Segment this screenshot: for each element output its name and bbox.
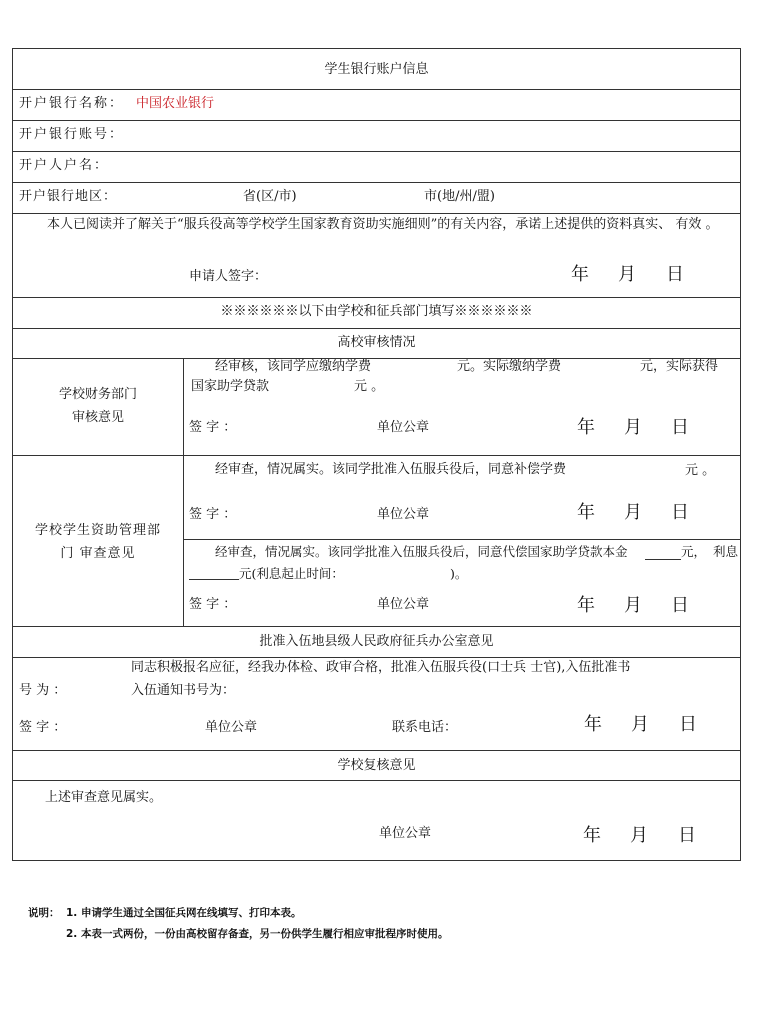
aid-text-1b: 元 。 (685, 463, 716, 478)
form-title: 学生银行账户信息 (324, 62, 429, 77)
aid-sign-label-2: 签 字 ： (189, 597, 237, 612)
column-divider (183, 358, 184, 626)
declaration-text: 本人已阅读并了解关于“服兵役高等学校学生国家教育资助实施细则”的有关内容，承诺上述提供的资料真实、 有效 。 (47, 217, 719, 232)
loan-principal-blank (645, 545, 681, 560)
aid-sign-label: 签 字 ： (189, 507, 237, 522)
aid-seal-label: 单位公章 (377, 507, 430, 522)
recruit-year: 年 (584, 714, 602, 735)
row-divider (13, 750, 740, 751)
aid-year-2: 年 (577, 595, 595, 616)
row-divider (13, 120, 740, 121)
recruit-month: 月 (631, 714, 649, 735)
aid-month: 月 (624, 502, 642, 523)
recheck-year: 年 (583, 825, 601, 846)
province-label: 省(区/市) (243, 189, 297, 204)
recheck-month: 月 (630, 825, 648, 846)
recheck-day: 日 (678, 825, 696, 846)
aid-text-2c: 利息 (713, 544, 739, 559)
recheck-seal-label: 单位公章 (379, 826, 432, 841)
row-divider (13, 89, 740, 90)
recruit-text-2b: 入伍通知书号为： (131, 683, 236, 698)
aid-dept-label-2: 门 审查意见 (60, 546, 136, 561)
row-divider (13, 358, 740, 359)
bank-name-value: 中国农业银行 (136, 96, 215, 111)
finance-text-c: 元，实际获得 (640, 359, 719, 374)
school-section-banner: ※※※※※※以下由学校和征兵部门填写※※※※※※ (220, 304, 533, 319)
holder-label: 开户人户名： (19, 158, 110, 173)
finance-text-e: 元 。 (354, 379, 385, 394)
row-divider (13, 780, 740, 781)
aid-seal-label-2: 单位公章 (377, 597, 430, 612)
finance-dept-label-2: 审核意见 (71, 410, 124, 425)
recruit-day: 日 (679, 714, 697, 735)
aid-text-2b: 元， (681, 544, 707, 559)
recruit-title: 批准入伍地县级人民政府征兵办公室意见 (259, 634, 494, 649)
row-divider (13, 455, 740, 456)
notes-item-1: 1. 申请学生通过全国征兵网在线填写、打印本表。 (66, 907, 302, 919)
review-title: 高校审核情况 (337, 335, 416, 350)
aid-text-2e: )。 (450, 566, 468, 581)
finance-seal-label: 单位公章 (377, 420, 430, 435)
row-divider (13, 213, 740, 214)
date-day: 日 (666, 264, 684, 285)
interest-blank (189, 565, 239, 580)
recruit-phone-label: 联系电话： (392, 720, 458, 735)
finance-text-b: 元。实际缴纳学费 (457, 359, 562, 374)
row-divider (13, 182, 740, 183)
recruit-text-2a: 号 为 ： (19, 683, 67, 698)
recruit-seal-label: 单位公章 (205, 720, 258, 735)
recruit-sign-label: 签 字 ： (19, 720, 67, 735)
recruit-text-1: 同志积极报名应征，经我办体检、政审合格，批准入伍服兵役(口士兵 士官),入伍批准书 (131, 660, 631, 675)
finance-sign-label: 签 字 ： (189, 420, 237, 435)
finance-day: 日 (671, 417, 689, 438)
finance-text-a: 经审核，该同学应缴纳学费 (215, 359, 372, 374)
aid-text-2a: 经审查，情况属实。该同学批准入伍服兵役后，同意代偿国家助学贷款本金 (215, 544, 628, 559)
aid-text-2d: 元(利息起止时间： (239, 566, 344, 581)
aid-month-2: 月 (624, 595, 642, 616)
row-divider (13, 297, 740, 298)
account-no-label: 开户银行账号： (19, 127, 125, 142)
date-year: 年 (571, 264, 589, 285)
region-label: 开户银行地区： (19, 189, 118, 204)
finance-year: 年 (577, 417, 595, 438)
applicant-sign-label: 申请人签字： (189, 269, 268, 284)
aid-year: 年 (577, 502, 595, 523)
aid-text-1a: 经审查，情况属实。该同学批准入伍服兵役后，同意补偿学费 (215, 462, 567, 477)
row-divider (13, 151, 740, 152)
tuition-due-blank (386, 358, 456, 372)
recheck-title: 学校复核意见 (337, 758, 416, 773)
date-month: 月 (618, 264, 636, 285)
row-divider (13, 626, 740, 627)
aid-dept-label: 学校学生资助管理部 (34, 523, 161, 538)
row-divider (183, 539, 740, 540)
notes-label: 说明： (28, 907, 60, 919)
recheck-text: 上述审查意见属实。 (45, 790, 163, 805)
row-divider (13, 657, 740, 658)
finance-month: 月 (624, 417, 642, 438)
application-form (12, 48, 741, 861)
aid-day-2: 日 (671, 595, 689, 616)
row-divider (13, 328, 740, 329)
bank-name-label: 开户银行名称： (19, 96, 125, 111)
city-label: 市(地/州/盟) (424, 189, 495, 204)
finance-dept-label: 学校财务部门 (58, 387, 137, 402)
aid-day: 日 (671, 502, 689, 523)
finance-text-d: 国家助学贷款 (191, 379, 270, 394)
notes-item-2: 2. 本表一式两份，一份由高校留存备查，另一份供学生履行相应审批程序时使用。 (66, 928, 449, 940)
